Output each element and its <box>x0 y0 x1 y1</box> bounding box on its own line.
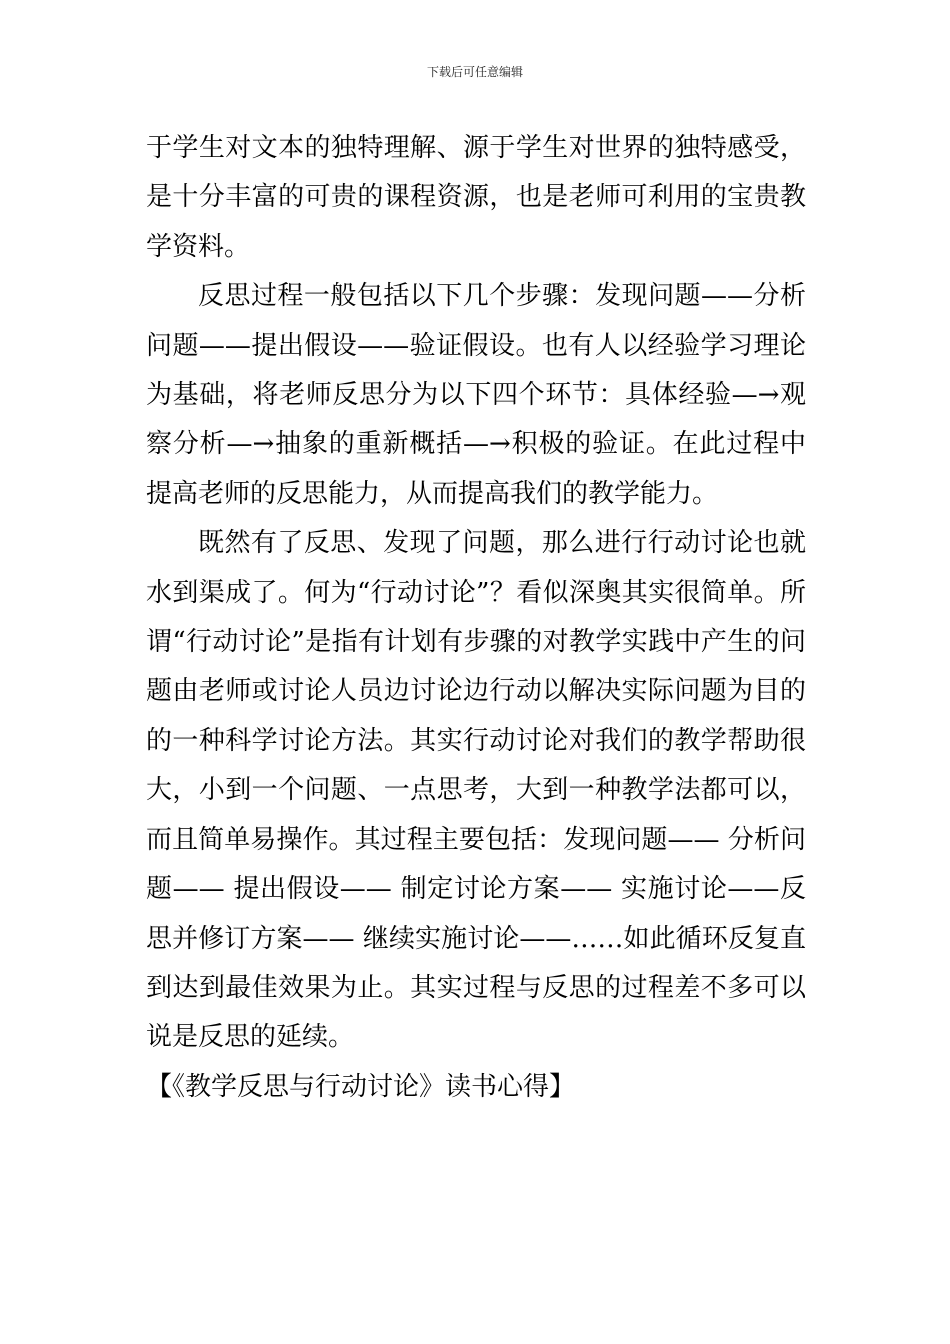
page-header: 下载后可任意编辑 <box>426 65 523 79</box>
paragraph-reflection-steps: 反思过程一般包括以下几个步骤：发现问题——分析问题——提出假设——验证假设。也有人以经验学习理论为基础，将老师反思分为以下四个环节：具体经验—→观察分析—→抽象的重新概括—→积极的验证。在此过程中提高老师的反思能力，从而提高我们的教学能力。 <box>146 281 806 509</box>
document-body <box>146 124 806 1112</box>
paragraph-action-research: 既然有了反思、发现了问题，那么进行行动讨论也就水到渠成了。何为“行动讨论”？看似深奥其实很简单。所谓“行动讨论”是指有计划有步骤的对教学实践中产生的问题由老师或讨论人员边讨论边行动以解决实际问题为目的的一种科学讨论方法。其实行动讨论对我们的教学帮助很大，小到一个问题、一点思考，大到一种教学法都可以，而且简单易操作。其过程主要包括：发现问题—— 分析问题—— 提出假设—— 制定讨论方案—— 实施讨论——反思并修订方案—— 继续实施讨论——……如此循环反复直到达到最佳效果为止。其实过程与反思的过程差不多可以说是反思的延续。 <box>146 528 806 1053</box>
document-title-note: 【《教学反思与行动讨论》读书心得】 <box>146 1071 576 1102</box>
paragraph-continuation: 于学生对文本的独特理解、源于学生对世界的独特感受，是十分丰富的可贵的课程资源，也是老师可利用的宝贵教学资料。 <box>146 133 806 262</box>
